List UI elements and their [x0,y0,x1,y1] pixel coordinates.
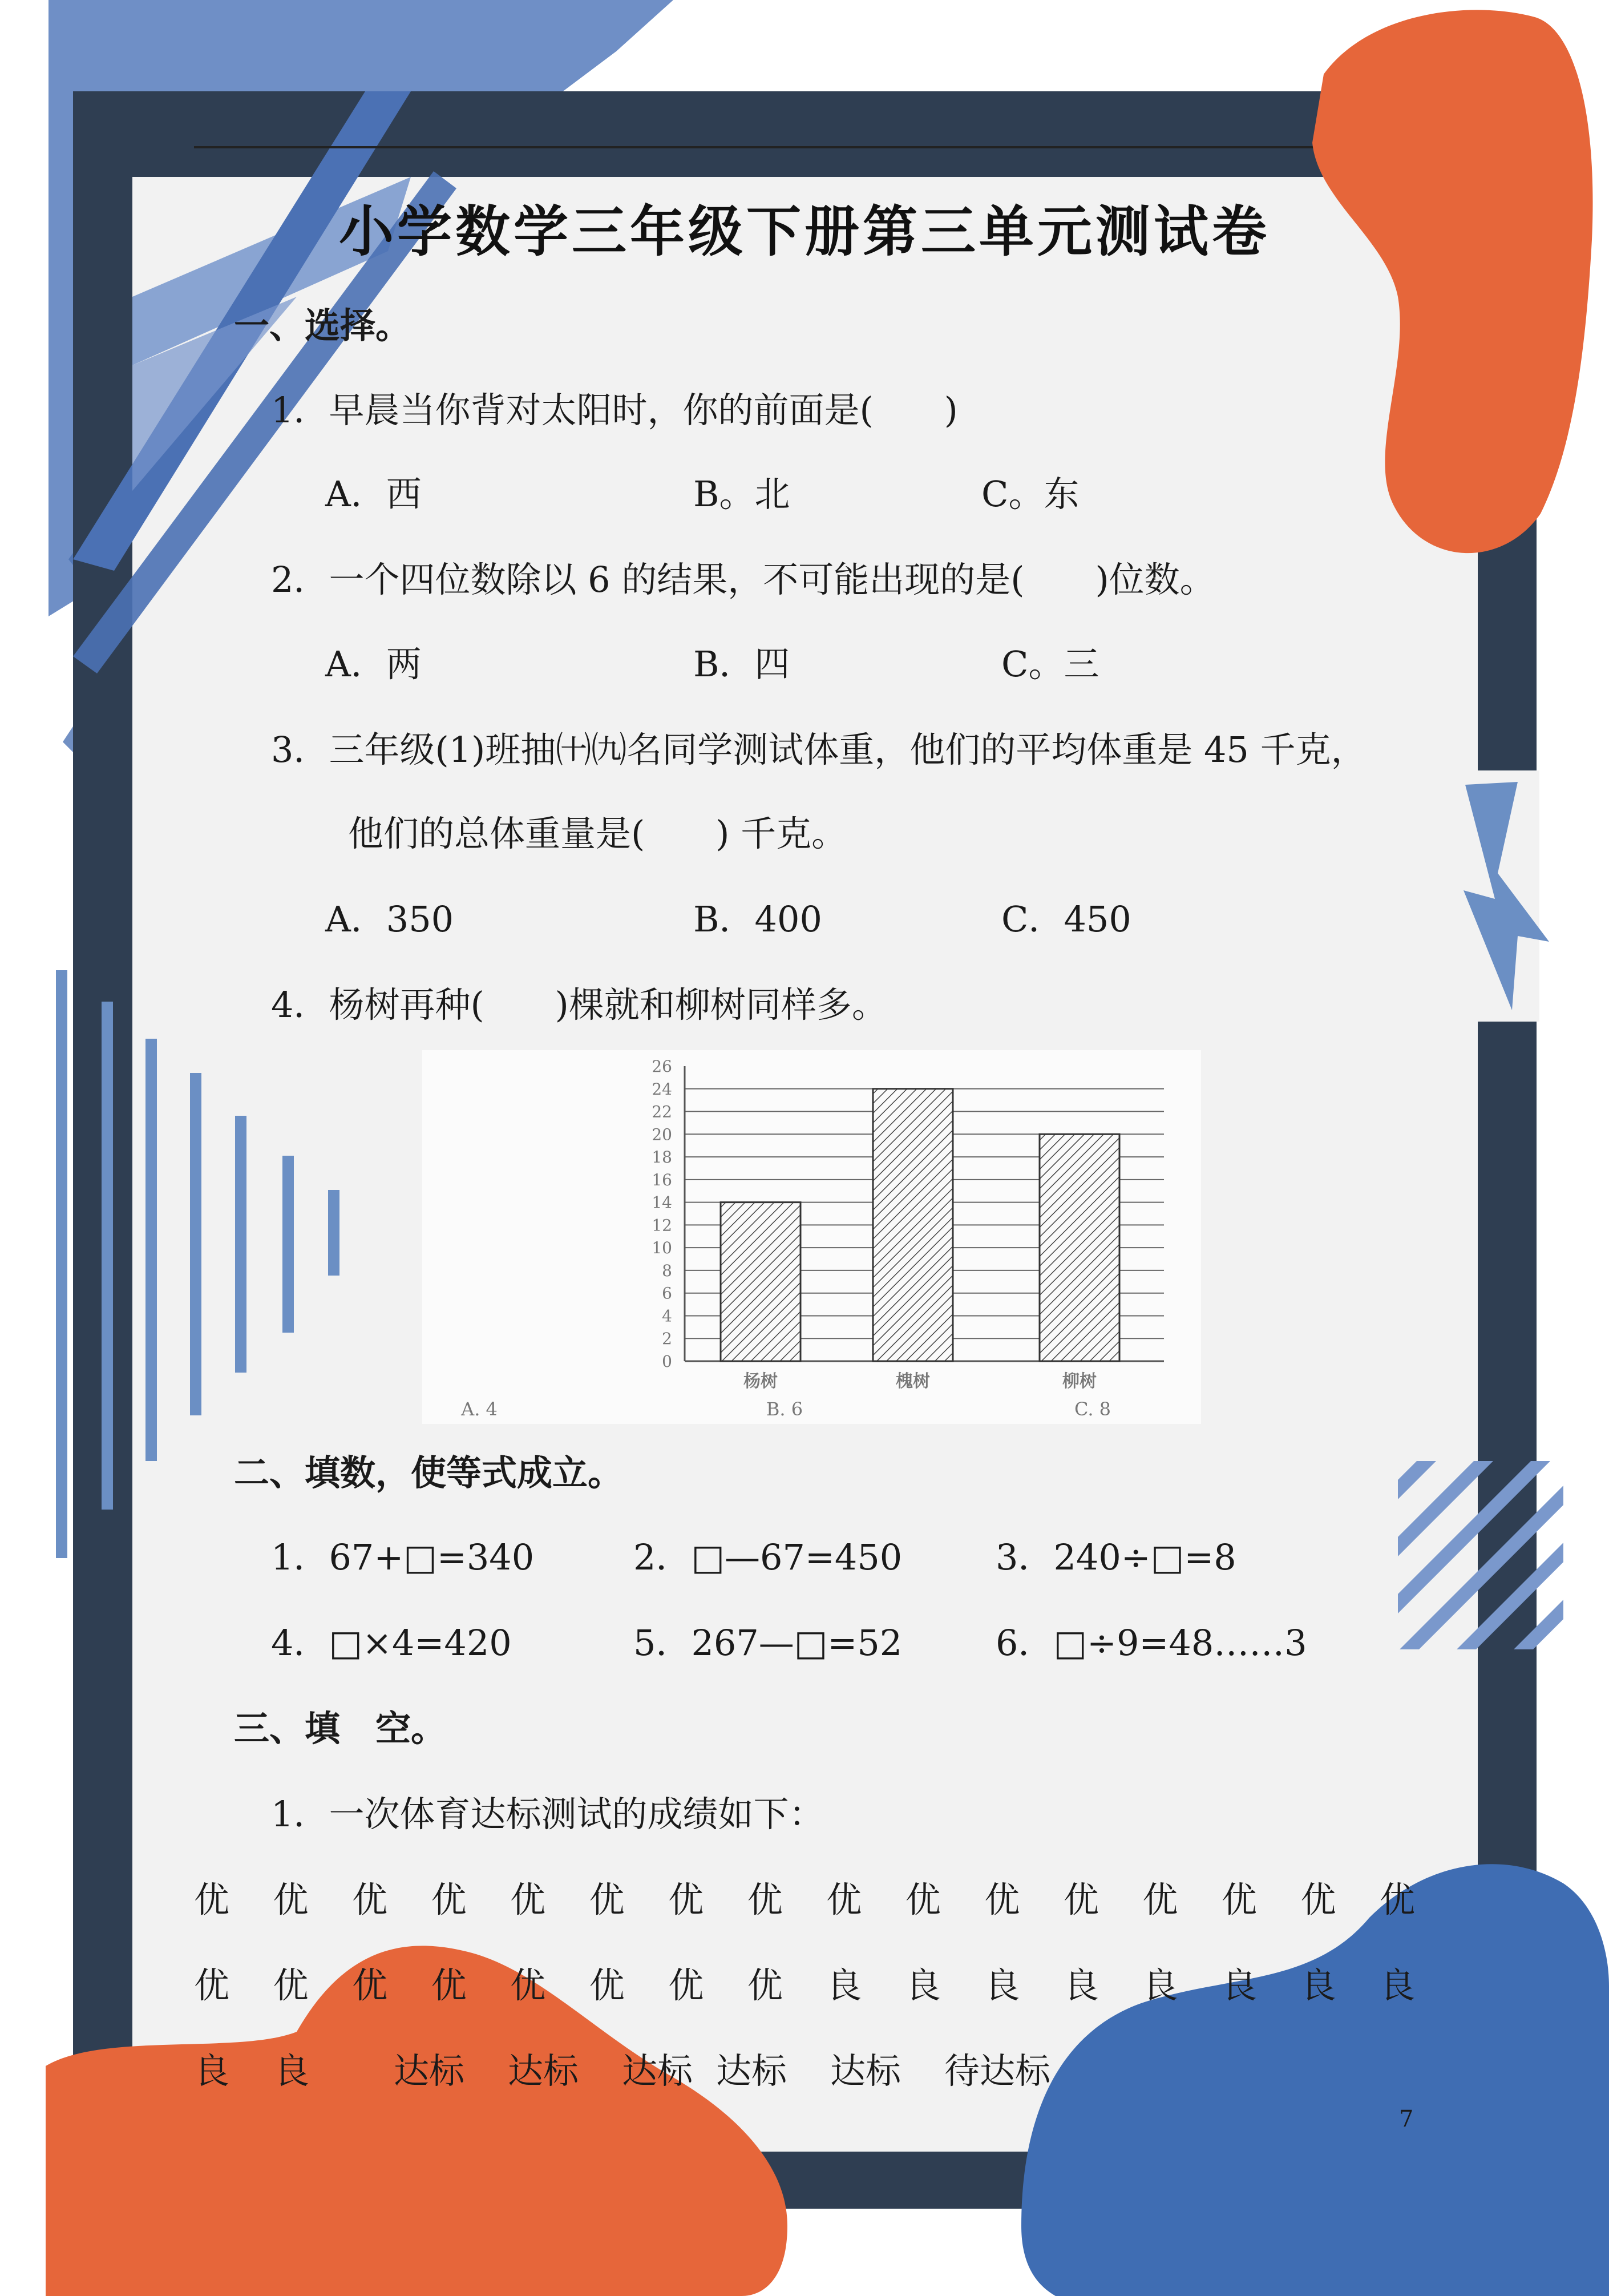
grade-cell: 优 [1300,1879,1336,1920]
chart-category-label: 槐树 [896,1371,930,1391]
chart-y-tick-label: 14 [652,1193,672,1212]
q1-option-a: A．西 [325,473,422,515]
chart-answer-options [460,1398,1111,1420]
grade-cell: 优 [273,1964,309,2006]
grade-cell: 优 [589,1964,625,2006]
chart-y-tick-label: 4 [662,1306,672,1326]
fill-item-2: 2．□—67=450 [633,1536,903,1578]
grade-cell: 达标 [830,2050,901,2092]
section3-heading: 三、填 空。 [234,1708,447,1749]
q2-text: 2．一个四位数除以 6 的结果，不可能出现的是( )位数。 [271,559,1215,600]
chart-y-tick-label: 0 [662,1352,672,1371]
chart-y-tick-label: 6 [662,1284,672,1303]
q2-option-b: B．四 [693,643,790,685]
fill-item-3: 3．240÷□=8 [996,1536,1236,1578]
q3-text-line1: 3．三年级(1)班抽㈩㈨名同学测试体重，他们的平均体重是 45 千克， [271,729,1367,770]
q2-option-a: A．两 [325,643,422,685]
grade-cell: 优 [194,1964,230,2006]
page-number: 7 [1399,2106,1414,2132]
grade-cell: 优 [589,1879,625,1920]
grade-cell: 优 [352,1879,388,1920]
grade-cell: 良 [984,1964,1020,2006]
chart-category-label: 杨树 [743,1371,778,1391]
grade-cell: 优 [431,1964,467,2006]
grade-cell: 优 [747,1879,783,1920]
grade-cell: 良 [1379,1964,1415,2006]
chart-y-tick-label: 10 [652,1238,672,1258]
grade-cell: 优 [984,1879,1020,1920]
chart-y-tick-label: 8 [662,1261,672,1280]
fill-item-6: 6．□÷9=48……3 [996,1622,1307,1664]
grade-cell: 良 [194,2050,230,2092]
q3-option-b: B．400 [693,898,822,940]
grade-cell: 优 [1379,1879,1415,1920]
grade-cell: 良 [905,1964,941,2006]
chart-y-tick-label: 22 [652,1102,672,1121]
chart-category-label: 柳树 [1062,1371,1097,1391]
tree-bar-chart [422,1050,1201,1424]
grade-cell: 达标 [622,2050,693,2092]
chart-y-tick-label: 26 [652,1057,672,1076]
grade-cell: 优 [1142,1879,1178,1920]
grade-row-3 [194,2050,1051,2092]
page-title: 小学数学三年级下册第三单元测试卷 [339,200,1270,264]
chart-y-tick-label: 2 [662,1329,672,1349]
grade-cell: 优 [826,1879,862,1920]
fill-item-1: 1．67+□=340 [271,1536,535,1578]
grade-cell: 优 [747,1964,783,2006]
grade-cell: 良 [1221,1964,1257,2006]
q1-option-b: B。北 [693,473,790,515]
section1-heading: 一、选择。 [234,305,411,346]
chart-answer-option: B. 6 [766,1398,803,1420]
grade-cell: 优 [194,1879,230,1920]
q3-text-line2: 他们的总体重量是( ) 千克。 [348,813,847,854]
chart-bar [721,1203,801,1361]
grade-row-1 [194,1879,1415,1920]
bar-chart-svg [422,1050,1201,1424]
grade-cell: 优 [905,1879,941,1920]
chart-category-labels [743,1371,1097,1391]
grade-cell: 优 [273,1879,309,1920]
chart-y-tick-label: 12 [652,1216,672,1235]
grade-cell: 良 [826,1964,862,2006]
chart-answer-option: C. 8 [1074,1398,1111,1420]
q4-text: 4．杨树再种( )棵就和柳树同样多。 [271,984,887,1026]
chart-bar [873,1089,953,1361]
grade-cell: 达标 [716,2050,787,2092]
chart-bar [1040,1134,1119,1361]
grade-cell: 待达标 [944,2050,1051,2092]
grade-cell: 优 [431,1879,467,1920]
q2-option-c: C。三 [1001,643,1099,685]
grade-cell: 优 [668,1964,704,2006]
chart-y-tick-label: 20 [652,1125,672,1144]
grade-cell: 达标 [394,2050,465,2092]
grade-row-2 [194,1964,1415,2006]
grade-cell: 优 [510,1879,546,1920]
grade-cell: 达标 [508,2050,579,2092]
fill-item-4: 4．□×4=420 [271,1622,512,1664]
section2-heading: 二、填数，使等式成立。 [234,1452,624,1494]
grade-cell: 良 [274,2050,310,2092]
grade-cell: 优 [1221,1879,1257,1920]
grade-cell: 优 [1063,1879,1099,1920]
grade-cell: 优 [668,1879,704,1920]
chart-y-tick-label: 18 [652,1148,672,1167]
grade-cell: 良 [1142,1964,1178,2006]
q3-option-c: C．450 [1001,898,1131,940]
chart-y-tick-label: 24 [652,1079,672,1099]
chart-answer-option: A. 4 [461,1398,498,1420]
chart-y-tick-labels [652,1057,672,1371]
grade-cell: 优 [510,1964,546,2006]
chart-bars [721,1089,1119,1361]
s3-q1-text: 1．一次体育达标测试的成绩如下： [271,1793,824,1835]
grade-cell: 良 [1300,1964,1336,2006]
q1-option-c: C。东 [981,473,1080,515]
fill-item-5: 5．267—□=52 [633,1622,903,1664]
q3-option-a: A．350 [325,898,454,940]
grade-cell: 良 [1063,1964,1099,2006]
grade-cell: 优 [352,1964,388,2006]
q1-text: 1．早晨当你背对太阳时，你的前面是( ) [271,389,958,431]
chart-y-tick-label: 16 [652,1170,672,1189]
